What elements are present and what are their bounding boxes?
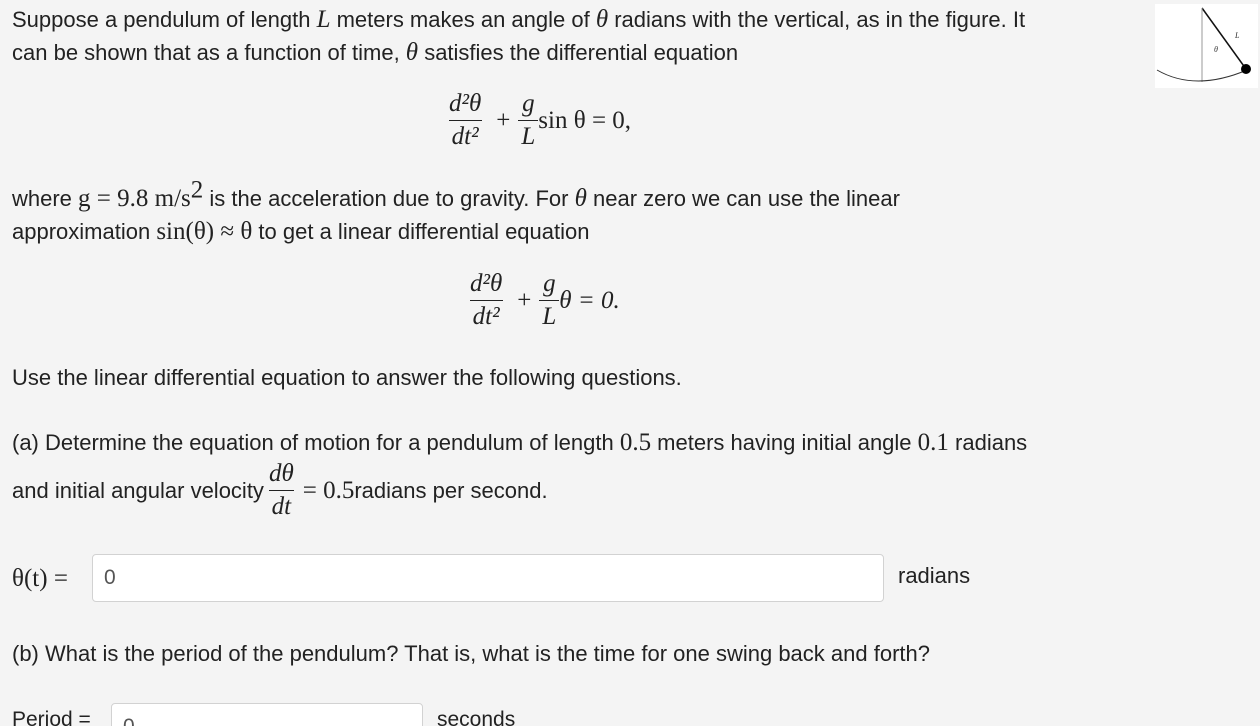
g-over-l-fraction: $\frac{g}{L}$ [518,90,538,151]
period-answer-label: Period = [12,708,91,726]
gravity-paragraph [12,176,900,248]
figure-l-label: L [1235,31,1240,40]
period-answer-input[interactable] [111,703,423,726]
gravity-line-1: where g = 9.8 $m/s^2$ is the acceleration due to gravity. For θ near zero we can use the linear [12,176,900,212]
instruction-text: Use the linear differential equation to answer the following questions. [12,365,682,390]
intro-paragraph [12,3,1025,69]
gravity-line-2: approximation sin(θ) ≈ θ to get a linear differential equation [12,218,590,245]
period-unit-label: seconds [437,708,516,726]
theta-answer-input[interactable] [92,554,884,602]
intro-line-1: Suppose a pendulum of length L meters makes an angle of θ radians with the vertical, as in the figure. It [12,6,1026,33]
differential-equation-nonlinear: $\frac{\text{d²θ}}{\text{dt²}}$ + $\frac{g}{L}$ sin θ = 0, [442,90,631,151]
pendulum-diagram [1155,4,1258,88]
theta-unit-label: radians [898,563,971,588]
part-a-question-line-1: (a) Determine the equation of motion for a pendulum of length 0.5 meters having initial angle 0.1 radians [12,429,1028,456]
intro-line-2: can be shown that as a function of time, θ satisfies the differential equation [12,39,739,66]
second-derivative-fraction: $\frac{\text{d²θ}}{\text{dt²}}$ [449,90,482,150]
figure-theta-label: θ [1214,45,1218,54]
g-over-l-fraction: $\frac{g}{L}$ [539,270,559,331]
theta-answer-label: θ(t) = [12,565,68,592]
second-derivative-fraction: $\frac{\text{d²θ}}{\text{dt²}}$ [470,270,503,330]
part-a-question-line-2: and initial angular velocity $\frac{d\theta}{dt}$ = 0.5 radians per second. [12,460,548,520]
differential-equation-linear: $\frac{\text{d²θ}}{\text{dt²}}$ + $\frac{g}{L}$ θ = 0. [463,270,620,331]
pendulum-figure [1155,4,1258,88]
angular-velocity-fraction: $\frac{d\theta}{dt}$ [268,460,294,520]
part-b-question: (b) What is the period of the pendulum? That is, what is the time for one swing back and forth? [12,641,930,666]
pendulum-bob [1241,64,1251,74]
